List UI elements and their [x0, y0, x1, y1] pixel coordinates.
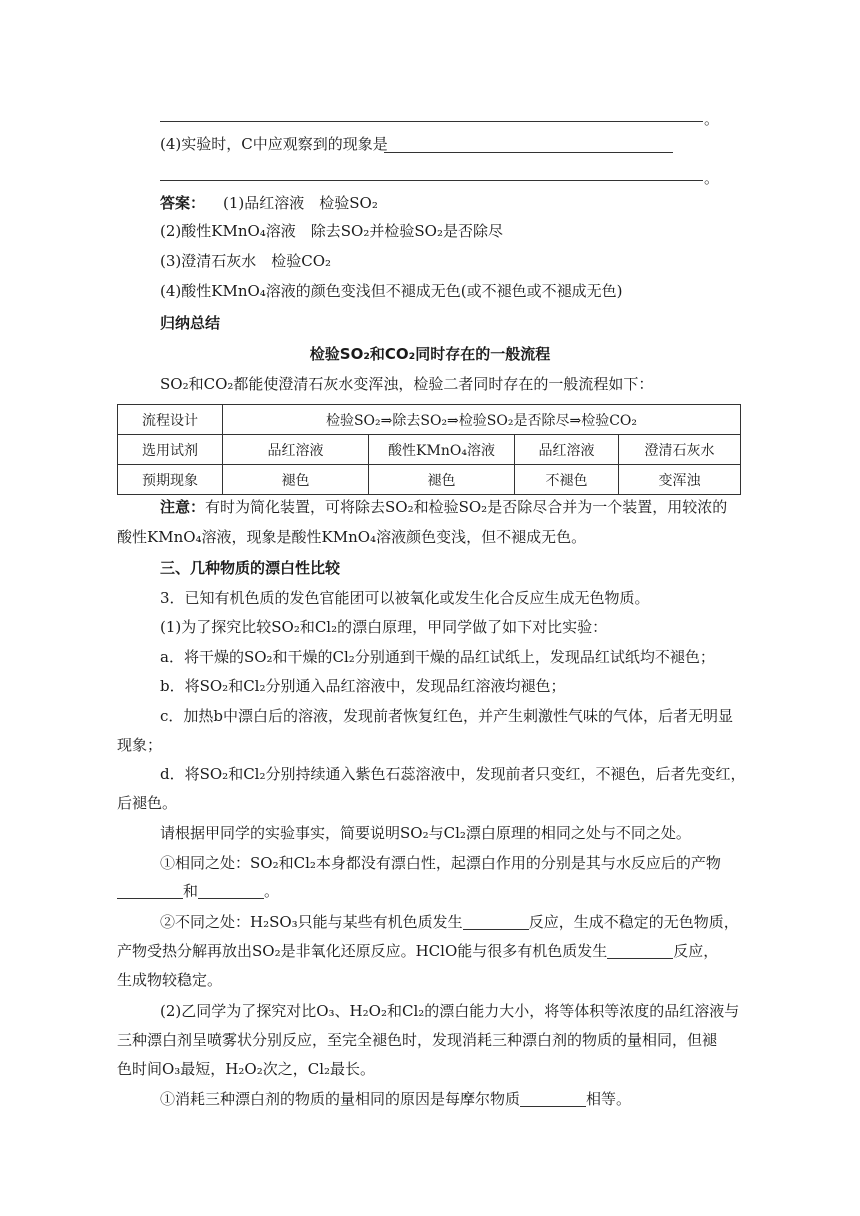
answer-3: (3)澄清石灰水 检验CO₂: [160, 252, 332, 270]
diff-point-2: [117, 940, 718, 962]
experiment-c-2: 现象；: [117, 736, 163, 754]
table-row-label: 选用试剂: [118, 435, 223, 465]
table-cell: 不褪色: [515, 465, 619, 495]
summary-intro: SO₂和CO₂都能使澄清石灰水变浑浊，检验二者同时存在的一般流程如下：: [160, 375, 654, 393]
table-cell: 澄清石灰水: [619, 435, 741, 465]
table-row: [118, 435, 741, 465]
fill-blank[interactable]: [607, 942, 673, 959]
same-point-2: [117, 880, 279, 902]
note-text-1: 有时为简化装置，可将除去SO₂和检验SO₂是否除尽合并为一个装置，用较浓的: [205, 498, 728, 516]
table-cell: 酸性KMnO₄溶液: [369, 435, 515, 465]
table-cell: 褪色: [223, 465, 369, 495]
diff-text-a: ②不同之处：H₂SO₃只能与某些有机色质发生: [160, 913, 463, 931]
part-2-line-2: 三种漂白剂呈喷雾状分别反应，至完全褪色时，发现消耗三种漂白剂的物质的量相同，但褪: [117, 1031, 718, 1049]
answer-2: (2)酸性KMnO₄溶液 除去SO₂并检验SO₂是否除尽: [160, 222, 503, 240]
table-row-label: 预期现象: [118, 465, 223, 495]
last-text-a: ①消耗三种漂白剂的物质的量相同的原因是每摩尔物质: [160, 1090, 521, 1108]
fill-blank[interactable]: [117, 882, 183, 899]
fill-blank[interactable]: [198, 882, 264, 899]
experiment-b: b．将SO₂和Cl₂分别通入品红溶液中，发现品红溶液均褪色；: [160, 677, 566, 695]
note-line-2: 酸性KMnO₄溶液，现象是酸性KMnO₄溶液颜色变浅，但不褪成无色。: [117, 528, 587, 546]
experiment-d-1: d．将SO₂和Cl₂分别持续通入紫色石蕊溶液中，发现前者只变红，不褪色，后者先变红，: [160, 765, 746, 783]
end-text: 。: [264, 882, 280, 900]
summary-title: 检验SO₂和CO₂同时存在的一般流程: [309, 345, 551, 363]
table-row: [118, 405, 741, 435]
table-row-label: 流程设计: [118, 405, 223, 435]
table-cell: 检验SO₂⇒除去SO₂⇒检验SO₂是否除尽⇒检验CO₂: [223, 405, 741, 435]
summary-heading: 归纳总结: [160, 314, 221, 332]
answer-blank-line: [384, 152, 673, 153]
table-cell: 变浑浊: [619, 465, 741, 495]
answer-label: 答案：: [160, 194, 206, 212]
part-2-line-1: (2)乙同学为了探究对比O₃、H₂O₂和Cl₂的漂白能力大小，将等体积等浓度的品红溶液与: [160, 1002, 740, 1020]
diff-point-1: [160, 911, 739, 933]
table-row: [118, 465, 741, 495]
note-line-1: [160, 496, 727, 518]
answer-1-text: (1)品红溶液 检验SO₂: [223, 194, 378, 212]
fill-blank[interactable]: [463, 913, 529, 930]
period: 。: [704, 110, 720, 128]
and-text: 和: [183, 882, 199, 900]
flow-table: [117, 404, 741, 495]
experiment-c-1: c．加热b中漂白后的溶液，发现前者恢复红色，并产生刺激性气味的气体，后者无明显: [160, 707, 734, 725]
fill-blank[interactable]: [520, 1090, 586, 1107]
question-3: 3．已知有机色质的发色官能团可以被氧化或发生化合反应生成无色物质。: [160, 589, 650, 607]
diff-text-b: 反应，: [673, 942, 719, 960]
note-label: 注意：: [160, 498, 206, 516]
part-1-intro: (1)为了探究比较SO₂和Cl₂的漂白原理，甲同学做了如下对比实验：: [160, 618, 608, 636]
answer-4: (4)酸性KMnO₄溶液的颜色变浅但不褪成无色(或不褪色或不褪成无色): [160, 282, 623, 300]
question-4-prompt: [160, 133, 388, 155]
table-cell: 品红溶液: [515, 435, 619, 465]
experiment-d-2: 后褪色。: [117, 794, 178, 812]
diff-text-a: 产物受热分解再放出SO₂是非氧化还原反应。HClO能与很多有机色质发生: [117, 942, 608, 960]
question-ask: 请根据甲同学的实验事实，简要说明SO₂与Cl₂漂白原理的相同之处与不同之处。: [160, 824, 691, 842]
same-point-1: ①相同之处：SO₂和Cl₂本身都没有漂白性，起漂白作用的分别是其与水反应后的产物: [160, 854, 721, 872]
table-cell: 褪色: [369, 465, 515, 495]
diff-point-3: 生成物较稳定。: [117, 971, 223, 989]
question-4-text: (4)实验时，C中应观察到的现象是: [160, 135, 388, 153]
answer-1: [160, 192, 378, 214]
diff-text-b: 反应，生成不稳定的无色物质，: [528, 913, 739, 931]
table-cell: 品红溶液: [223, 435, 369, 465]
period: 。: [704, 169, 720, 187]
experiment-a: a．将干燥的SO₂和干燥的Cl₂分别通到干燥的品红试纸上，发现品红试纸均不褪色；: [160, 648, 715, 666]
part-2-line-3: 色时间O₃最短，H₂O₂次之，Cl₂最长。: [117, 1060, 376, 1078]
last-question: [160, 1088, 631, 1110]
last-text-b: 相等。: [586, 1090, 632, 1108]
answer-blank-line: [160, 121, 703, 122]
section-3-heading: 三、几种物质的漂白性比较: [160, 559, 341, 577]
answer-blank-line: [160, 180, 703, 181]
